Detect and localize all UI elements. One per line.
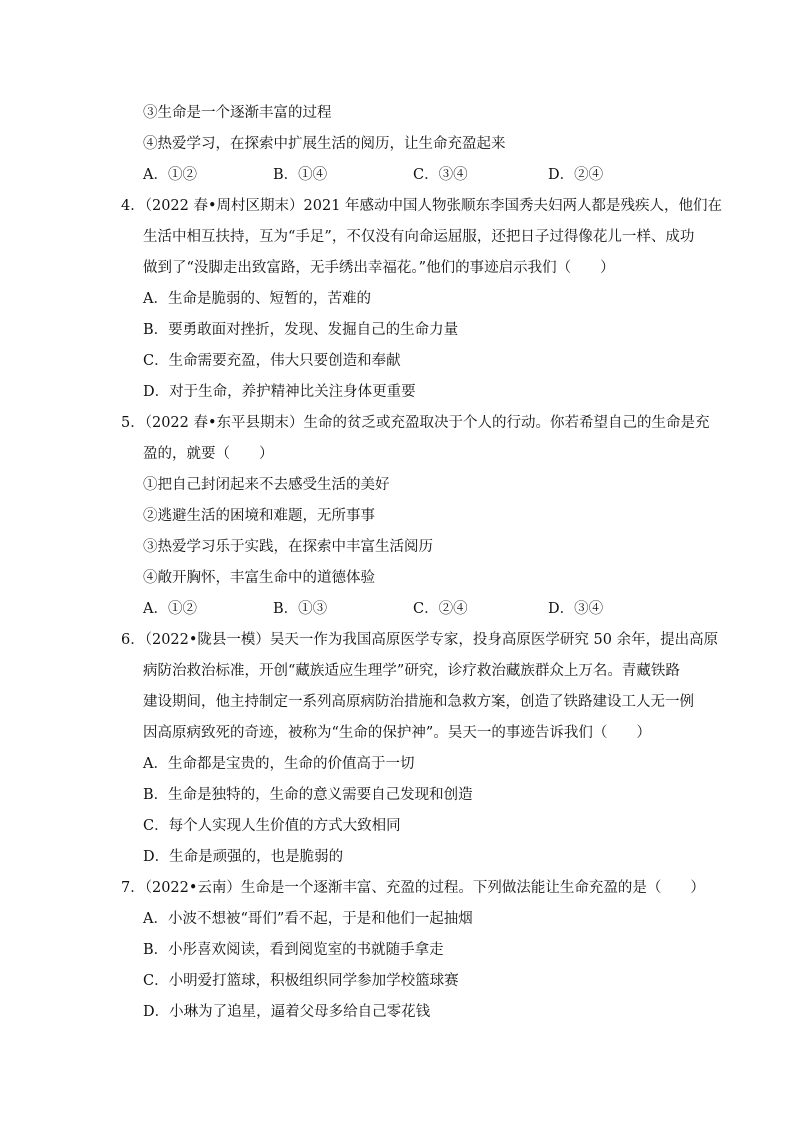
- question-6-option-c: C．每个人实现人生价值的方式大致相同: [143, 818, 401, 834]
- question-7-option-b: B．小彤喜欢阅读，看到阅览室的书就随手拿走: [143, 942, 444, 958]
- question-3-item-4: ④热爱学习，在探索中扩展生活的阅历，让生命充盈起来: [143, 136, 506, 152]
- option-c: C．②④: [413, 601, 468, 617]
- question-5-item-2: ②逃避生活的困境和难题，无所事事: [143, 508, 375, 524]
- option-c: C．③④: [413, 167, 468, 183]
- question-7-stem-line-1: 7．（2022•云南）生命是一个逐渐丰富、充盈的过程。下列做法能让生命充盈的是（ ）: [121, 880, 705, 896]
- option-b: B．①④: [273, 167, 328, 183]
- question-6-option-a: A．生命都是宝贵的，生命的价值高于一切: [143, 756, 415, 772]
- question-5-item-3: ③热爱学习乐于实践，在探索中丰富生活阅历: [143, 539, 433, 555]
- question-3-item-3: ③生命是一个逐渐丰富的过程: [143, 105, 332, 121]
- question-5-options: [143, 599, 703, 619]
- question-3-options: [143, 165, 703, 185]
- question-6-option-b: B．生命是独特的，生命的意义需要自己发现和创造: [143, 787, 473, 803]
- question-4-option-d: D．对于生命，养护精神比关注身体更重要: [143, 384, 416, 400]
- option-a: A．①②: [143, 167, 197, 183]
- question-5-item-1: ①把自己封闭起来不去感受生活的美好: [143, 477, 390, 493]
- question-5-stem-line-1: 5．（2022 春•东平县期末）生命的贫乏或充盈取决于个人的行动。你若希望自己的生命是充: [121, 415, 710, 431]
- question-5-item-4: ④敞开胸怀，丰富生命中的道德体验: [143, 570, 375, 586]
- option-a: A．①②: [143, 601, 197, 617]
- option-d: D．③④: [548, 601, 604, 617]
- question-4-option-b: B．要勇敢面对挫折，发现、发掘自己的生命力量: [143, 322, 459, 338]
- question-6-stem-line-3: 建设期间，他主持制定一系列高原病防治措施和急救方案，创造了铁路建设工人无一例: [143, 694, 694, 710]
- question-6-stem-line-2: 病防治救治标准，开创“藏族适应生理学”研究，诊疗救治藏族群众上万名。青藏铁路: [143, 663, 680, 679]
- question-6-option-d: D．生命是顽强的，也是脆弱的: [143, 849, 344, 865]
- option-b: B．①③: [273, 601, 328, 617]
- question-7-option-a: A．小波不想被“哥们”看不起，于是和他们一起抽烟: [143, 911, 473, 927]
- option-d: D．②④: [548, 167, 604, 183]
- question-4-option-a: A．生命是脆弱的、短暂的，苦难的: [143, 291, 371, 307]
- question-7-option-c: C．小明爱打篮球，积极组织同学参加学校篮球赛: [143, 973, 459, 989]
- question-4-stem-line-2: 生活中相互扶持，互为“手足”，不仅没有向命运屈服，还把日子过得像花儿一样、成功: [143, 229, 695, 245]
- question-4-stem-line-3: 做到了“没脚走出致富路，无手绣出幸福花。”他们的事迹启示我们（ ）: [143, 260, 615, 276]
- question-7-option-d: D．小琳为了追星，逼着父母多给自己零花钱: [143, 1004, 431, 1020]
- question-4-option-c: C．生命需要充盈，伟大只要创造和奉献: [143, 353, 401, 369]
- question-6-stem-line-1: 6．（2022•陇县一模）吴天一作为我国高原医学专家，投身高原医学研究 50 余年，提出高原: [121, 632, 719, 648]
- question-6-stem-line-4: 因高原病致死的奇迹，被称为“生命的保护神”。吴天一的事迹告诉我们（ ）: [143, 725, 651, 741]
- question-4-stem-line-1: 4．（2022 春•周村区期末）2021 年感动中国人物张顺东李国秀夫妇两人都是残疾人，他们在: [121, 198, 723, 214]
- question-5-stem-line-2: 盈的，就要（ ）: [143, 446, 274, 462]
